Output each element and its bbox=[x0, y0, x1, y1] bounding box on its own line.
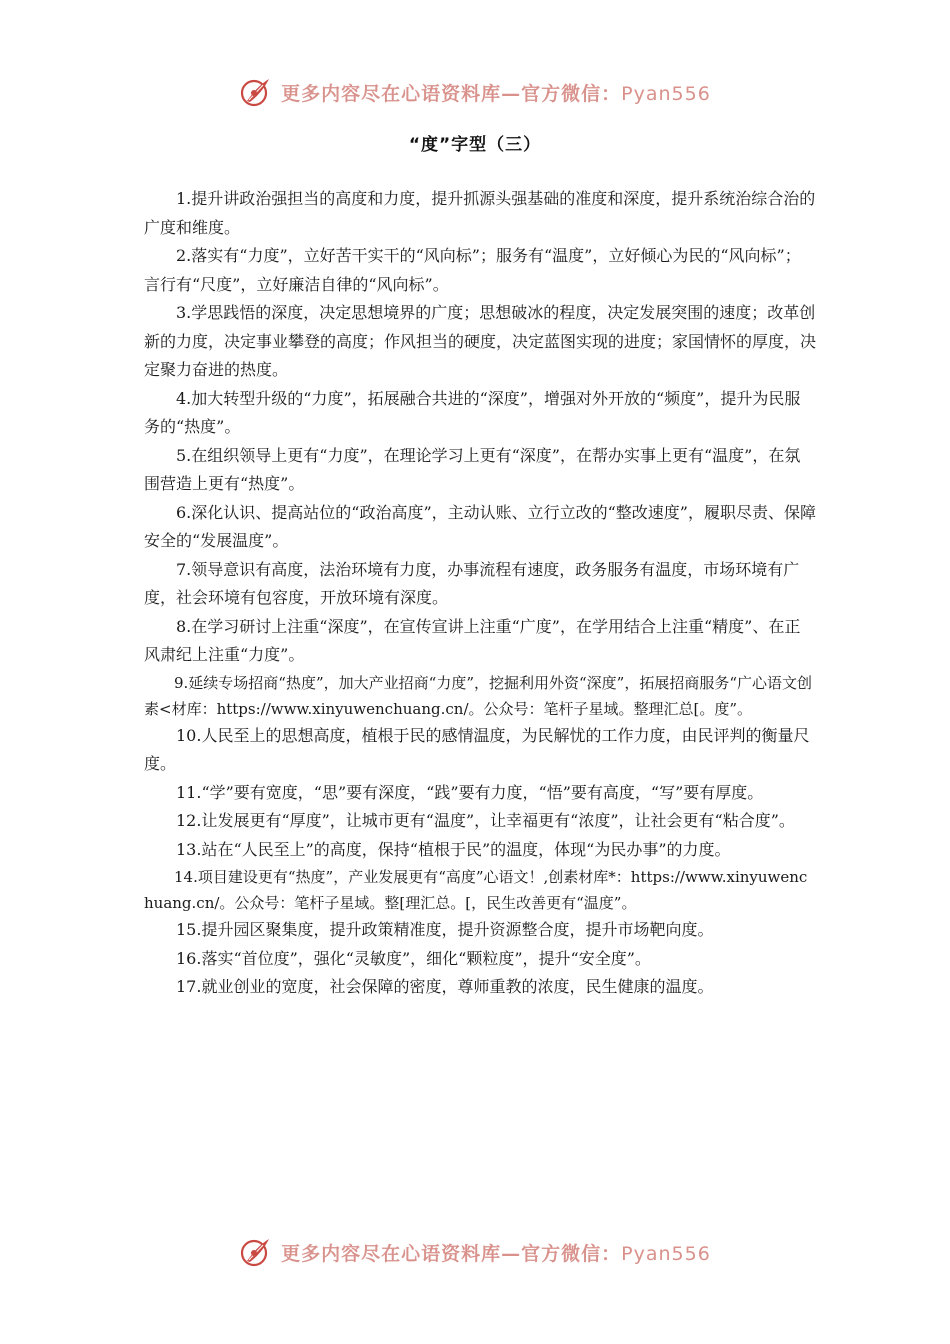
list-item: 17.就业创业的宽度，社会保障的密度，尊师重教的浓度，民生健康的温度。 bbox=[176, 977, 714, 996]
watermark-text: 更多内容尽在心语资料库—官方微信：Pyan556 bbox=[281, 1242, 711, 1265]
footer-watermark bbox=[0, 1232, 950, 1272]
document-body bbox=[144, 185, 816, 1002]
list-item: 8.在学习研讨上注重“深度”，在宣传宣讲上注重“广度”，在学用结合上注重“精度”、在正风肃纪上注重“力度”。 bbox=[144, 616, 801, 664]
header-watermark bbox=[0, 72, 950, 112]
list-item: 9.延续专场招商“热度”，加大产业招商“力度”，挖掘利用外资“深度”，拓展招商服务“广心语文创素<材库：https://www.xinyuwenchuang.cn/。公众号：笔杆子星域。整理汇总[。度”。 bbox=[144, 673, 812, 718]
list-item: 12.让发展更有“厚度”，让城市更有“温度”，让幸福更有“浓度”，让社会更有“粘合度”。 bbox=[176, 811, 795, 830]
watermark-text: 更多内容尽在心语资料库—官方微信：Pyan556 bbox=[281, 82, 711, 105]
document-title: “度”字型（三） bbox=[408, 135, 542, 155]
list-item: 10.人民至上的思想高度，植根于民的感情温度，为民解忧的工作力度，由民评判的衡量尺度。 bbox=[144, 725, 810, 773]
list-item: 3.学思践悟的深度，决定思想境界的广度；思想破冰的程度，决定发展突围的速度；改革创新的力度，决定事业攀登的高度；作风担当的硬度，决定蓝图实现的进度；家国情怀的厚度，决定聚力奋进的热度。 bbox=[144, 303, 817, 379]
list-item: 2.落实有“力度”，立好苦干实干的“风向标”；服务有“温度”，立好倾心为民的“风向标”；言行有“尺度”，立好廉洁自律的“风向标”。 bbox=[144, 246, 801, 294]
list-item: 6.深化认识、提高站位的“政治高度”，主动认账、立行立改的“整改速度”，履职尽责、保障安全的“发展温度”。 bbox=[144, 502, 816, 550]
list-item: 11.“学”要有宽度，“思”要有深度，“践”要有力度，“悟”要有高度，“写”要有厚度。 bbox=[176, 782, 764, 802]
list-item: 1.提升讲政治强担当的高度和力度，提升抓源头强基础的准度和深度，提升系统治综合治的广度和维度。 bbox=[144, 189, 816, 237]
list-item: 13.站在“人民至上”的高度，保持“植根于民”的温度，体现“为民办事”的力度。 bbox=[176, 839, 731, 859]
list-item: 4.加大转型升级的“力度”，拓展融合共进的“深度”，增强对外开放的“频度”，提升为民服务的“热度”。 bbox=[144, 388, 801, 436]
list-item: 15.提升园区聚集度，提升政策精准度，提升资源整合度，提升市场靶向度。 bbox=[176, 920, 714, 939]
list-item: 16.落实“首位度”，强化“灵敏度”，细化“颗粒度”，提升“安全度”。 bbox=[176, 948, 651, 968]
list-item: 14.项目建设更有“热度”，产业发展更有“高度”心语文！,创素材库*：https://www.xinyuwenchuang.cn/。公众号：笔杆子星域。整[理汇总。[，民生改善更有“温度”。 bbox=[144, 868, 808, 912]
quill-logo-icon bbox=[239, 1235, 273, 1269]
list-item: 5.在组织领导上更有“力度”，在理论学习上更有“深度”，在帮办实事上更有“温度”，在氛围营造上更有“热度”。 bbox=[144, 445, 801, 493]
quill-logo-icon bbox=[239, 75, 273, 109]
list-item: 7.领导意识有高度，法治环境有力度，办事流程有速度，政务服务有温度，市场环境有广度，社会环境有包容度，开放环境有深度。 bbox=[144, 559, 800, 607]
